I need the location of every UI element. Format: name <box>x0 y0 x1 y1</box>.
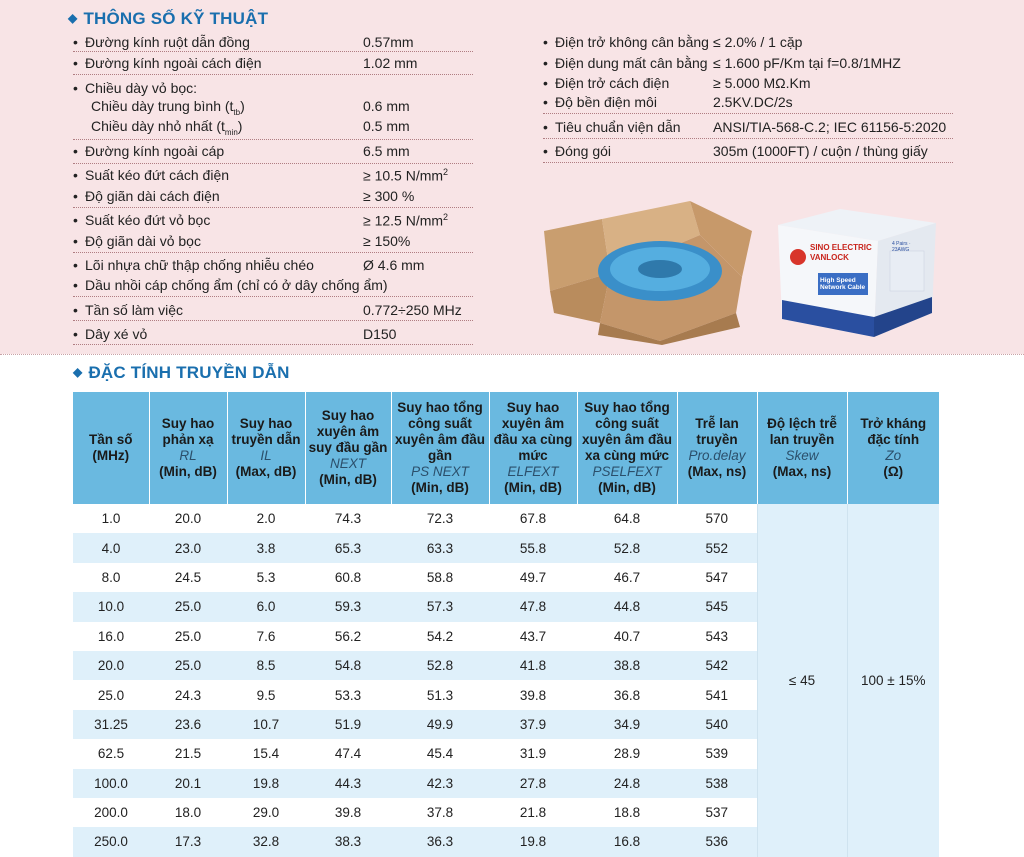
table-cell: 547 <box>705 569 729 585</box>
header-abbrev: PSELFEXT <box>592 464 662 479</box>
table-header-row <box>73 392 939 504</box>
spec-value <box>363 188 414 204</box>
header-title: Suy hao <box>239 416 293 431</box>
row-divider <box>73 296 473 297</box>
header-title: Suy hao tổng công suất xuyên âm đầu gần <box>394 400 486 463</box>
spec-value <box>363 326 396 342</box>
row-divider <box>73 320 473 321</box>
table-cell: 542 <box>677 651 757 680</box>
table-cell: 16.0 <box>97 628 125 644</box>
spec-label <box>73 188 220 204</box>
table-header-cell <box>73 392 149 504</box>
spec-value <box>363 55 417 71</box>
spec-label-text: Chiều dày trung bình (t <box>91 98 234 114</box>
spec-label-text: Độ bền điện môi <box>555 94 657 110</box>
bullet-icon: • <box>73 257 78 273</box>
table-cell: 537 <box>705 805 729 821</box>
table-cell: 5.3 <box>256 569 276 585</box>
table-cell: 539 <box>705 746 729 762</box>
spec-label-text: Đường kính ruột dẫn đồng <box>85 34 250 50</box>
spec-value-sup: 2 <box>443 167 449 177</box>
table-cell: 18.8 <box>613 805 641 821</box>
bullet-icon: • <box>73 167 78 183</box>
table-cell: 9.5 <box>256 687 276 703</box>
table-header-cell <box>305 392 391 504</box>
table-header-cell <box>847 392 939 504</box>
spec-value-text: ≥ 10.5 N/mm <box>363 167 444 184</box>
table-cell: 25.0 <box>149 592 227 621</box>
table-header-cell <box>149 392 227 504</box>
spec-value <box>363 118 410 134</box>
header-abbrev: IL <box>260 448 272 463</box>
spec-label <box>73 233 201 249</box>
table-cell: 19.8 <box>227 769 305 798</box>
table-cell: 28.9 <box>613 746 641 762</box>
row-divider <box>73 139 473 140</box>
header-title: Suy hao xuyên âm suy đầu gần <box>308 408 388 455</box>
left-spec-list <box>73 0 473 354</box>
spec-value-text: Ø 4.6 mm <box>363 257 425 273</box>
spec-label <box>543 119 681 135</box>
table-cell: 58.8 <box>426 569 454 585</box>
spec-label-text: Đường kính ngoài cách điện <box>85 55 262 71</box>
spec-label <box>73 212 210 228</box>
table-cell: 40.7 <box>613 628 641 644</box>
table-header-cell <box>757 392 847 504</box>
table-cell: 54.8 <box>305 651 391 680</box>
header-unit: (Max, ns) <box>772 464 832 479</box>
header-unit: (Min, dB) <box>504 480 562 495</box>
header-unit: (Min, dB) <box>159 464 217 479</box>
bullet-icon: • <box>73 277 78 293</box>
table-cell: 42.3 <box>391 769 489 798</box>
table-cell: 53.3 <box>334 687 362 703</box>
bullet-icon: • <box>73 143 78 159</box>
bullet-icon: • <box>543 34 548 50</box>
spec-value <box>363 233 410 249</box>
header-title: Suy hao tổng công suất xuyên âm đầu xa cùng mức <box>581 400 673 463</box>
spec-label <box>91 98 245 117</box>
table-cell: 34.9 <box>577 710 677 739</box>
table-cell: 41.8 <box>489 651 577 680</box>
transmission-title <box>73 363 290 383</box>
spec-label-text: Chiều dày nhỏ nhất (t <box>91 118 225 134</box>
spec-value-text: ≥ 300 % <box>363 188 415 204</box>
row-divider <box>73 74 473 75</box>
spec-value <box>363 34 414 50</box>
table-cell: 47.4 <box>334 746 362 762</box>
spec-label-text: Đường kính ngoài cáp <box>85 143 225 159</box>
bullet-icon: • <box>543 119 548 135</box>
spec-label <box>543 143 611 159</box>
header-abbrev: PS NEXT <box>411 464 469 479</box>
row-divider <box>73 344 473 345</box>
spec-label-text: Độ giãn dài cách điện <box>85 188 220 204</box>
spec-label <box>73 277 388 293</box>
table-cell: 4.0 <box>73 533 149 562</box>
spec-label-text: Tiêu chuẩn viện dẫn <box>555 119 681 135</box>
bullet-icon: • <box>73 302 78 318</box>
spec-value-sup: 2 <box>443 212 449 222</box>
table-cell: 36.3 <box>391 827 489 856</box>
bullet-icon: • <box>73 188 78 204</box>
table-cell: 32.8 <box>227 827 305 856</box>
header-unit: (Min, dB) <box>319 472 377 487</box>
spec-value <box>363 257 424 273</box>
header-abbrev: Skew <box>785 448 819 463</box>
table-cell: 67.8 <box>519 511 547 527</box>
spec-label <box>91 118 242 137</box>
spec-value-text: 0.772÷250 MHz <box>363 302 462 318</box>
table-cell: 21.8 <box>519 805 547 821</box>
specs-title-text: THÔNG SỐ KỸ THUẬT <box>83 9 269 28</box>
row-divider <box>73 51 473 52</box>
skew-cell: ≤ 45 <box>757 504 847 857</box>
table-cell: 20.1 <box>149 769 227 798</box>
table-cell: 250.0 <box>73 827 149 856</box>
spec-label-text: Độ giãn dài vỏ bọc <box>85 233 201 249</box>
header-title-2: (MHz) <box>92 448 130 463</box>
table-cell: 29.0 <box>252 805 280 821</box>
table-cell: 62.5 <box>97 746 125 762</box>
table-cell: 24.5 <box>174 569 202 585</box>
table-cell: 63.3 <box>391 533 489 562</box>
spec-label-end: ) <box>240 98 245 114</box>
bullet-icon: • <box>73 233 78 249</box>
impedance-cell: 100 ± 15% <box>847 504 939 857</box>
table-header-cell <box>391 392 489 504</box>
table-cell: 540 <box>677 710 757 739</box>
table-cell: 52.8 <box>577 533 677 562</box>
table-cell: 45.4 <box>426 746 454 762</box>
table-cell: 10.7 <box>227 710 305 739</box>
header-title: Suy hao xuyên âm đầu xa cùng mức <box>493 400 573 463</box>
spec-label <box>73 34 250 50</box>
header-unit: (Ω) <box>883 464 904 479</box>
table-cell: 38.8 <box>577 651 677 680</box>
spec-value <box>363 98 410 114</box>
table-cell: 10.0 <box>73 592 149 621</box>
table-header-cell <box>227 392 305 504</box>
diamond-icon: ◆ <box>68 11 78 25</box>
table-cell: 52.8 <box>391 651 489 680</box>
spec-value <box>363 143 410 159</box>
table-cell: 20.0 <box>174 511 202 527</box>
header-unit: (Min, dB) <box>411 480 469 495</box>
section-divider <box>0 354 1024 355</box>
table-cell: 200.0 <box>94 805 128 821</box>
table-cell: 38.3 <box>305 827 391 856</box>
row-divider <box>73 163 473 164</box>
table-cell: 46.7 <box>613 569 641 585</box>
spec-value-text: ≥ 12.5 N/mm <box>363 212 444 229</box>
spec-label <box>543 55 708 71</box>
table-cell: 51.9 <box>305 710 391 739</box>
spec-value-text: 0.57mm <box>363 34 414 50</box>
table-cell: 44.3 <box>305 769 391 798</box>
bullet-icon: • <box>73 34 78 50</box>
header-unit: (Min, dB) <box>598 480 656 495</box>
closed-box-image <box>770 205 940 340</box>
header-unit: (Max, ns) <box>687 464 747 479</box>
table-cell: 60.8 <box>334 569 362 585</box>
spec-value: ANSI/TIA-568-C.2; IEC 61156-5:2020 <box>713 119 947 135</box>
box-sub-brand: VANLOCK <box>810 253 849 262</box>
spec-value-text: 0.6 mm <box>363 98 410 114</box>
spec-label-text: Điện trở không cân bằng <box>555 34 709 50</box>
spec-label-text: Suất kéo đứt cách điện <box>85 167 230 183</box>
spec-label-text: Điện trở cách điện <box>555 75 670 91</box>
spec-value-text: ≥ 150% <box>363 233 411 249</box>
table-cell: 43.7 <box>519 628 547 644</box>
table-cell: 27.8 <box>489 769 577 798</box>
spec-value: 305m (1000FT) / cuộn / thùng giấy <box>713 143 928 159</box>
spec-value <box>363 167 448 184</box>
table-cell: 7.6 <box>256 628 276 644</box>
spec-value: ≤ 1.600 pF/Km tại f=0.8/1MHZ <box>713 55 901 71</box>
table-cell: 59.3 <box>305 592 391 621</box>
table-cell: 54.2 <box>426 628 454 644</box>
spec-value <box>363 212 448 229</box>
row-divider <box>543 138 953 139</box>
table-cell: 39.8 <box>334 805 362 821</box>
table-header-cell <box>577 392 677 504</box>
spec-label <box>543 75 669 91</box>
spec-label-end: ) <box>237 118 243 134</box>
table-cell: 25.0 <box>149 651 227 680</box>
spec-label <box>73 80 197 96</box>
row-divider <box>543 162 953 163</box>
table-cell: 47.8 <box>489 592 577 621</box>
table-cell: 23.6 <box>149 710 227 739</box>
table-row <box>73 504 939 533</box>
row-divider <box>543 113 953 114</box>
table-cell: 37.8 <box>426 805 454 821</box>
table-cell: 51.3 <box>426 687 454 703</box>
table-cell: 8.0 <box>101 569 121 585</box>
bullet-icon: • <box>73 80 78 96</box>
table-cell: 49.7 <box>519 569 547 585</box>
table-cell: 25.0 <box>97 687 125 703</box>
table-cell: 39.8 <box>519 687 547 703</box>
table-cell: 24.3 <box>174 687 202 703</box>
spec-label-text: Đóng gói <box>555 143 612 159</box>
table-cell: 100.0 <box>73 769 149 798</box>
spec-label-text: Chiều dày vỏ bọc: <box>85 80 198 96</box>
spec-label <box>73 55 262 71</box>
spec-label-text: Điện dung mất cân bằng <box>555 55 708 71</box>
table-cell: 541 <box>705 687 729 703</box>
table-cell: 6.0 <box>227 592 305 621</box>
diamond-icon: ◆ <box>73 365 83 379</box>
table-cell: 1.0 <box>101 511 121 527</box>
header-title: Tần số <box>88 432 133 447</box>
spec-label-text: Dây xé vỏ <box>85 326 148 342</box>
table-cell: 36.8 <box>613 687 641 703</box>
table-cell: 538 <box>677 769 757 798</box>
spec-value: ≥ 5.000 MΩ.Km <box>713 75 811 91</box>
header-abbrev: ELFEXT <box>507 464 559 479</box>
table-cell: 18.0 <box>174 805 202 821</box>
box-side-text: 4 Pairs · 23AWG <box>892 241 911 253</box>
spec-label-sub: tb <box>233 107 241 117</box>
transmission-title-text: ĐẶC TÍNH TRUYỀN DẪN <box>88 363 290 382</box>
spec-label <box>73 302 183 318</box>
table-cell: 25.0 <box>174 628 202 644</box>
table-cell: 570 <box>705 511 729 527</box>
header-title-2: truyền dẫn <box>231 432 301 447</box>
header-title: Trở kháng đặc tính <box>860 416 927 447</box>
open-box-image <box>540 195 760 345</box>
box-product-text: High Speed Network Cable <box>820 277 866 291</box>
spec-value-text: 6.5 mm <box>363 143 410 159</box>
table-cell: 19.8 <box>489 827 577 856</box>
table-cell: 20.0 <box>73 651 149 680</box>
bullet-icon: • <box>543 55 548 71</box>
bullet-icon: • <box>73 55 78 71</box>
table-cell: 545 <box>677 592 757 621</box>
spec-label-text: Suất kéo đứt vỏ bọc <box>85 212 211 228</box>
bullet-icon: • <box>73 212 78 228</box>
table-cell: 15.4 <box>252 746 280 762</box>
spec-label <box>73 326 147 342</box>
table-header-cell <box>489 392 577 504</box>
table-cell: 31.25 <box>73 710 149 739</box>
table-cell: 37.9 <box>489 710 577 739</box>
table-cell: 64.8 <box>613 511 641 527</box>
table-cell: 17.3 <box>149 827 227 856</box>
spec-label-text: Dầu nhồi cáp chống ẩm (chỉ có ở dây chống ẩm) <box>85 277 388 293</box>
table-cell: 552 <box>677 533 757 562</box>
table-cell: 74.3 <box>334 511 362 527</box>
transmission-table <box>73 392 939 857</box>
table-cell: 543 <box>705 628 729 644</box>
spec-label <box>543 34 709 50</box>
header-abbrev: Pro.delay <box>688 448 746 463</box>
bullet-icon: • <box>543 143 548 159</box>
table-header-cell <box>677 392 757 504</box>
table-cell: 16.8 <box>577 827 677 856</box>
spec-value <box>363 302 462 318</box>
table-cell: 23.0 <box>149 533 227 562</box>
bullet-icon: • <box>543 75 548 91</box>
spec-label <box>73 167 229 183</box>
spec-label-text: Tần số làm việc <box>85 302 184 318</box>
table-cell: 44.8 <box>577 592 677 621</box>
table-cell: 72.3 <box>426 511 454 527</box>
bullet-icon: • <box>543 94 548 110</box>
table-cell: 21.5 <box>174 746 202 762</box>
spec-label <box>73 257 314 273</box>
spec-value-text: 1.02 mm <box>363 55 418 71</box>
right-spec-list <box>543 0 963 170</box>
spec-value-text: 0.5 mm <box>363 118 410 134</box>
box-brand: SINO ELECTRIC <box>810 243 872 252</box>
spec-label <box>73 143 224 159</box>
table-cell: 536 <box>677 827 757 856</box>
spec-label-text: Lõi nhựa chữ thập chống nhiễu chéo <box>85 257 314 273</box>
header-unit: (Max, dB) <box>235 464 297 479</box>
spec-label <box>543 94 657 110</box>
spec-label-sub: min <box>224 127 238 137</box>
bullet-icon: • <box>73 326 78 342</box>
table-cell: 8.5 <box>227 651 305 680</box>
row-divider <box>73 207 473 208</box>
row-divider <box>73 252 473 253</box>
table-cell: 55.8 <box>489 533 577 562</box>
header-abbrev: NEXT <box>329 456 366 471</box>
spec-value: ≤ 2.0% / 1 cặp <box>713 34 803 50</box>
spec-value-text: D150 <box>363 326 397 342</box>
header-title: Trễ lan truyền <box>695 416 739 447</box>
header-title: Độ lệch trễ lan truyền <box>767 416 837 447</box>
header-title: Suy hao <box>161 416 215 431</box>
table-cell: 65.3 <box>305 533 391 562</box>
header-abbrev: RL <box>179 448 197 463</box>
table-cell: 3.8 <box>227 533 305 562</box>
header-title-2: phản xạ <box>162 432 214 447</box>
table-cell: 31.9 <box>519 746 547 762</box>
table-cell: 49.9 <box>391 710 489 739</box>
header-abbrev: Zo <box>885 448 902 463</box>
table-cell: 2.0 <box>256 511 276 527</box>
table-cell: 57.3 <box>391 592 489 621</box>
spec-value: 2.5KV.DC/2s <box>713 94 793 110</box>
table-cell: 56.2 <box>334 628 362 644</box>
table-cell: 24.8 <box>577 769 677 798</box>
